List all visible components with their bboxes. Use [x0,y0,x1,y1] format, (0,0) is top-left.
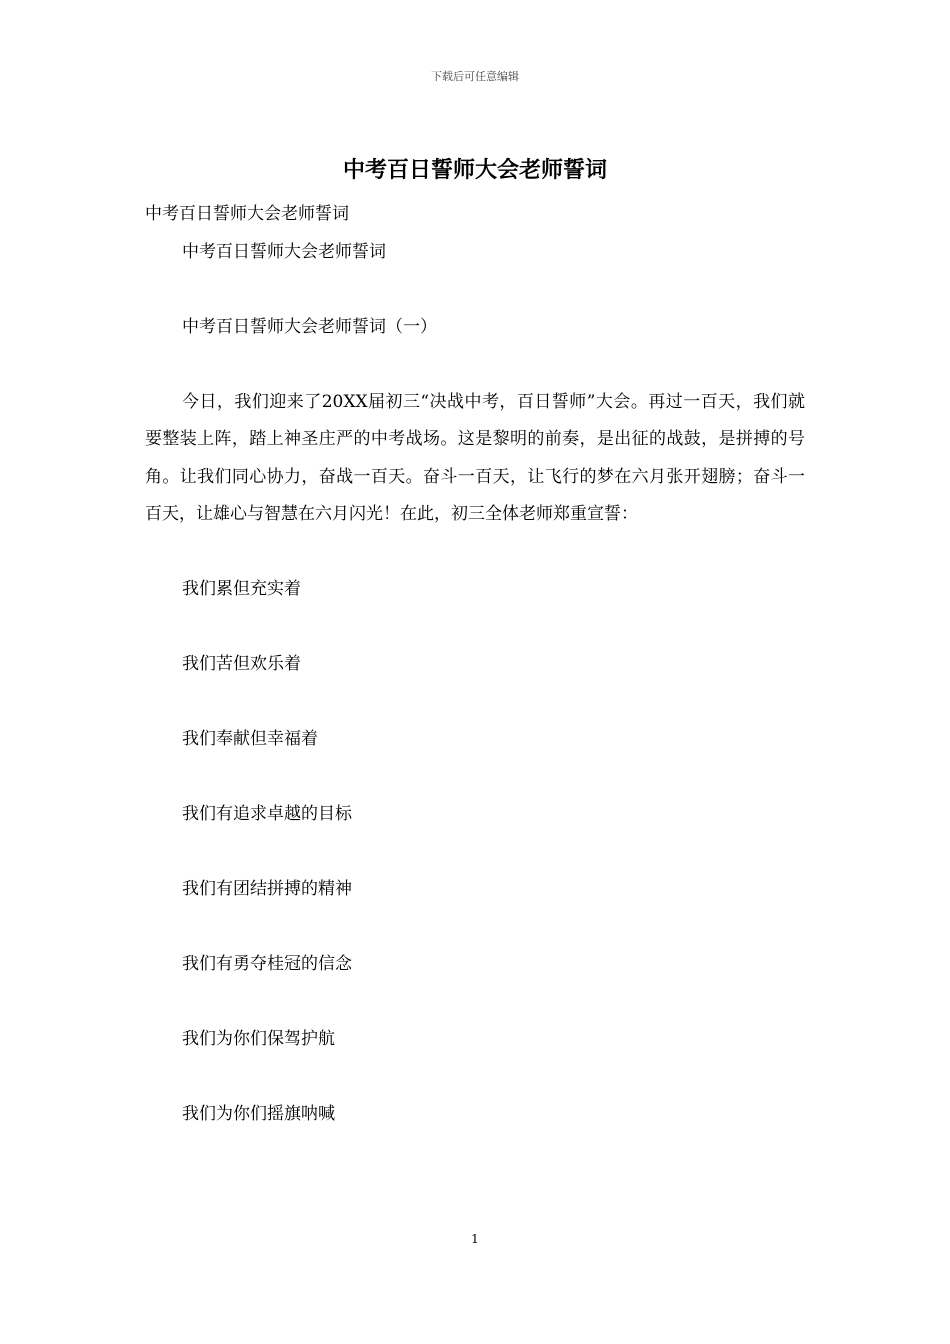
oath-line: 我们有勇夺桂冠的信念 [182,954,352,974]
paragraph-gap [145,984,805,1022]
paragraph-gap [145,909,805,947]
oath-line: 我们有追求卓越的目标 [182,804,352,824]
paragraph-gap [145,684,805,722]
intro-paragraph: 今日，我们迎来了20XX届初三“决战中考，百日誓师”大会。再过一百天，我们就要整装上阵，踏上神圣庄严的中考战场。这是黎明的前奏，是出征的战鼓，是拼搏的号角。让我们同心协力，奋战一百天。奋斗一百天，让飞行的梦在六月张开翅膀；奋斗一百天，让雄心与智慧在六月闪光！在此，初三全体老师郑重宣誓： [145,391,805,524]
document-body [145,196,805,1134]
paragraph-gap [145,834,805,872]
oath-line: 我们为你们保驾护航 [182,1029,335,1049]
paragraph-gap [145,609,805,647]
paragraph-gap [145,271,805,309]
oath-line: 我们有团结拼搏的精神 [182,879,352,899]
paragraph-gap [145,346,805,384]
oath-line: 我们累但充实着 [182,579,301,599]
subtitle-line: 中考百日誓师大会老师誓词 [145,204,349,224]
document-title: 中考百日誓师大会老师誓词 [342,157,607,183]
oath-line: 我们苦但欢乐着 [182,654,301,674]
oath-line: 我们为你们摇旗呐喊 [182,1104,335,1124]
paragraph-gap [145,1059,805,1097]
header-note: 下载后可任意编辑 [431,70,519,83]
page-number: 1 [471,1232,479,1246]
paragraph-gap [145,534,805,572]
paragraph-gap [145,759,805,797]
section-heading: 中考百日誓师大会老师誓词（一） [182,316,437,337]
oath-line: 我们奉献但幸福着 [182,729,318,749]
subtitle-line-indented: 中考百日誓师大会老师誓词 [182,241,386,262]
